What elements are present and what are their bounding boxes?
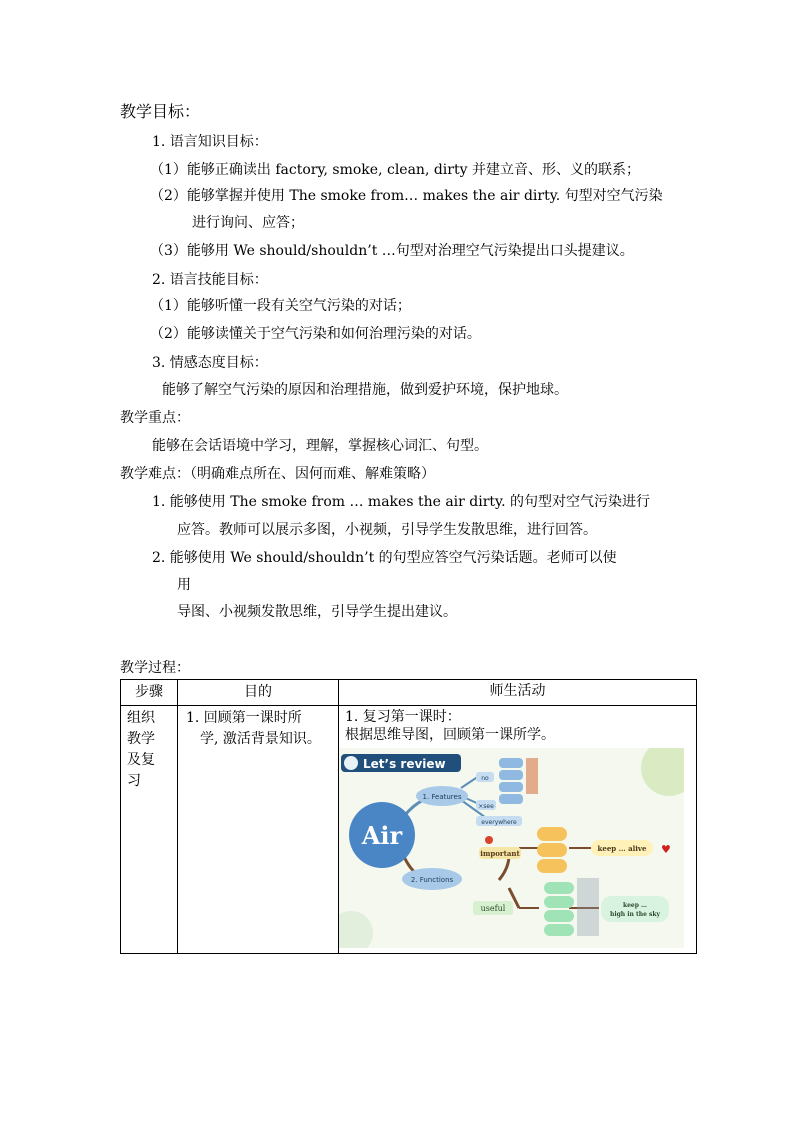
- table-header-row: [121, 680, 697, 706]
- step-text: 习: [127, 773, 141, 789]
- objectives-heading: 教学目标：: [120, 102, 201, 121]
- purpose-text: 学, 激活背景知识。: [200, 731, 321, 747]
- useful-text: useful: [480, 904, 506, 913]
- header-activity: 师生活动: [339, 680, 697, 706]
- everywhere-text: everywhere: [481, 819, 517, 826]
- panda-icon: [344, 756, 358, 770]
- process-table: [120, 679, 697, 954]
- step-text: 教学: [127, 731, 155, 747]
- banner-text: Let’s review: [363, 757, 446, 771]
- see-text: ×see: [478, 803, 494, 810]
- difficulty-item: 2. 能够使用 We should/shouldn’t 的句型应答空气污染话题。老师可以使: [152, 550, 617, 566]
- picture-icons: [526, 758, 538, 794]
- objective-item: （3）能够用 We should/shouldn’t …句型对治理空气污染提出口头提建议。: [150, 243, 634, 259]
- activity-text: 1. 复习第一课时：: [345, 709, 461, 725]
- activity-text: 根据思维导图，回顾第一课所学。: [345, 727, 555, 743]
- step-cell: [121, 706, 178, 954]
- bird-plane-icons: [577, 878, 599, 936]
- step-text: 组织: [127, 710, 155, 726]
- alarm-icon: [485, 836, 493, 844]
- heart-icon: ♥: [661, 843, 671, 856]
- purpose-text: 1. 回顾第一课时所: [186, 710, 302, 726]
- difficulty-item: 应答。教师可以展示多图，小视频，引导学生发散思维，进行回答。: [177, 522, 597, 538]
- objective-item: （1）能够正确读出 factory, smoke, clean, dirty 并建立音、形、义的联系；: [150, 162, 640, 178]
- difficulty-item: 用: [177, 577, 191, 593]
- activity-cell: [339, 706, 697, 954]
- key-points-heading: 教学重点：: [120, 410, 190, 426]
- important-text: important: [480, 849, 520, 858]
- process-heading: 教学过程：: [120, 660, 190, 676]
- header-purpose: 目的: [178, 680, 339, 706]
- emotion-title: 3. 情感态度目标：: [152, 355, 268, 371]
- header-step: 步骤: [121, 680, 178, 706]
- lang-knowledge-title: 1. 语言知识目标：: [152, 134, 268, 150]
- key-points-text: 能够在会话语境中学习，理解，掌握核心词汇、句型。: [152, 438, 488, 454]
- mind-map-image: [339, 748, 684, 948]
- center-text: Air: [361, 821, 403, 850]
- no-text: no: [481, 775, 489, 782]
- objective-item: 进行询问、应答；: [192, 215, 304, 231]
- difficulty-item: 导图、小视频发散思维，引导学生提出建议。: [177, 604, 457, 620]
- difficulty-item: 1. 能够使用 The smoke from … makes the air dirty. 的句型对空气污染进行: [152, 494, 651, 510]
- step-text: 及复: [127, 752, 155, 768]
- mind-map-graphic: [339, 748, 684, 948]
- emotion-text: 能够了解空气污染的原因和治理措施，做到爱护环境，保护地球。: [162, 382, 568, 398]
- objective-item: （2）能够读懂关于空气污染和如何治理污染的对话。: [150, 326, 481, 342]
- purpose-cell: [178, 706, 339, 954]
- features-text: 1. Features: [422, 793, 462, 801]
- functions-text: 2. Functions: [410, 876, 454, 884]
- table-row: [121, 706, 697, 954]
- objective-item: （1）能够听懂一段有关空气污染的对话；: [150, 298, 411, 314]
- keep-alive-text: keep … alive: [597, 844, 647, 853]
- keep-high-text-1: keep …: [622, 902, 648, 909]
- keep-high-text-2: high in the sky: [609, 911, 661, 918]
- objective-item: （2）能够掌握并使用 The smoke from… makes the air dirty. 句型对空气污染: [150, 188, 663, 204]
- difficulties-heading: 教学难点：（明确难点所在、因何而难、解难策略）: [120, 466, 435, 482]
- lang-skill-title: 2. 语言技能目标：: [152, 272, 268, 288]
